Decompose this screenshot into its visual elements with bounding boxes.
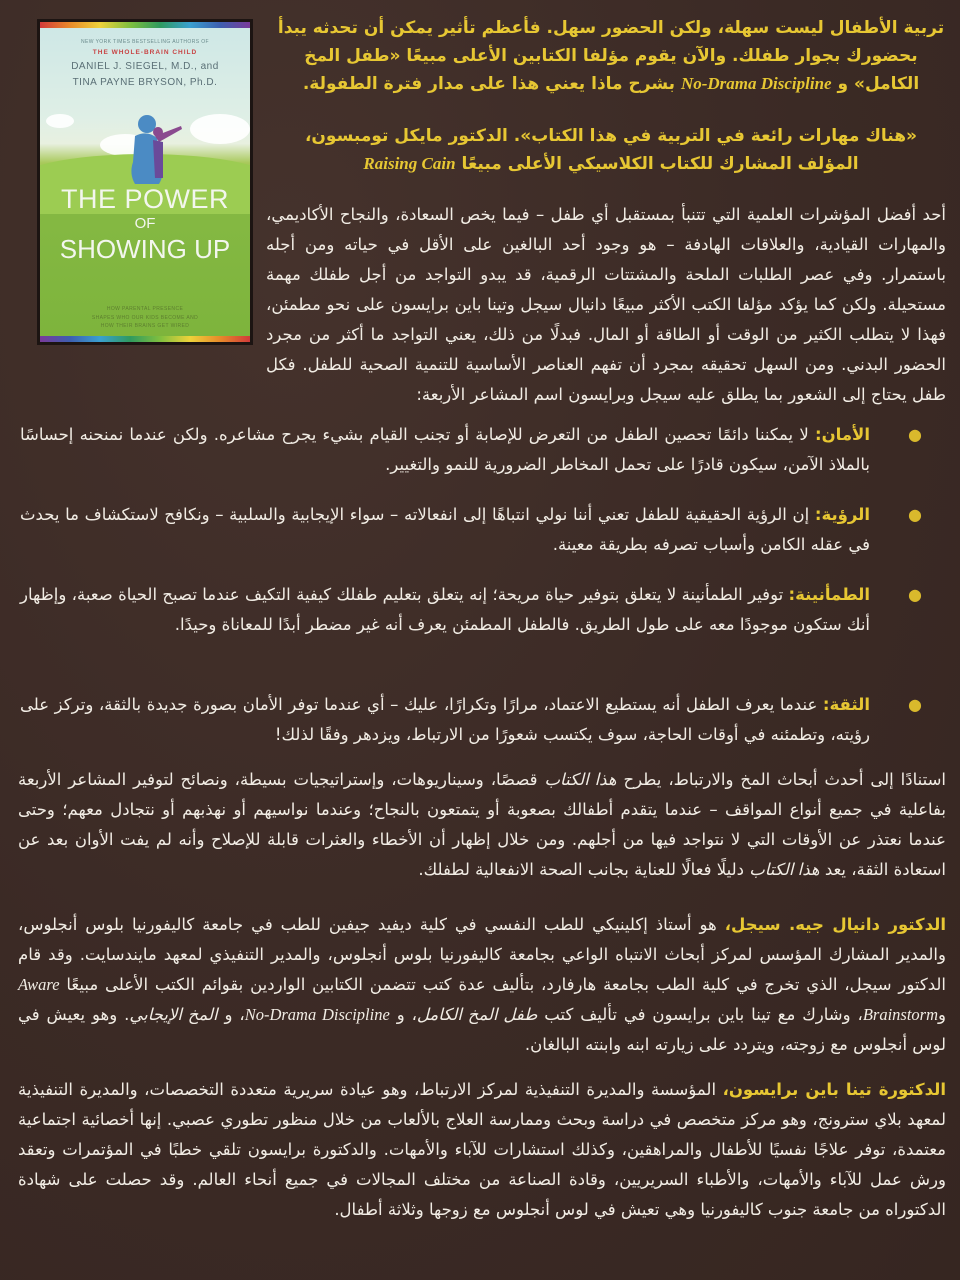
bullet-text: لا يمكننا دائمًا تحصين الطفل من التعرض للإصابة أو تجنب القيام بشيء يجرح مشاعره. ولكن عندما نمنحنه إحساسًا بالملاذ الآمن، سيكون قادرًا على تحمل المخاطر الضرورية للنمو والتغيير.	[20, 425, 870, 474]
intro-paragraph: أحد أفضل المؤشرات العلمية التي تتنبأ بمستقبل أي طفل – فيما يخص السعادة، والنجاح الأكاديمي، والمهارات القيادية، والعلاقات الهادفة – هو وجود أحد البالغين على الأقل في حياته ومن أجله باستمرار. وفي عصر الطلبات الملحة والمشتتات الرقمية، قد يبدو التواجد من أجل طفلك مهمة مستحيلة. ولكن كما يؤكد مؤلفا الكتب الأكثر مبيعًا دانيال سيجل وتينا باين برايسون على نحو مطمئن، فهذا لا يتطلب الكثير من الوقت أو الطاقة أو المال. فبدلًا من ذلك، يعني التواجد ما أكثر من مجرد الحضور البدني. ومن السهل تحقيقه بمجرد أن تفهم العناصر الأساسية للتنمية الصحية للطفل. فكل طفل يحتاج إلى الشعور بما يطلق عليه سيجل وبرايسون اسم المشاعر الأربعة:	[266, 205, 946, 404]
summary-emphasis: هذا الكتاب	[749, 860, 820, 879]
quote-text: «هناك مهارات رائعة في التربية في هذا الكتاب». الدكتور مايكل تومبسون، المؤلف المشارك للكتاب الكلاسيكي الأعلى مبيعًا	[304, 126, 918, 174]
book-title: Aware	[18, 975, 60, 994]
bio-text: ، و	[396, 1005, 417, 1024]
bullet-term: الأمان:	[814, 425, 871, 444]
book-title-no-drama: No-Drama Discipline	[680, 74, 832, 93]
blurb-intro	[276, 14, 946, 98]
bullet-dot-icon: ●	[908, 425, 922, 444]
bullet-safe	[20, 420, 922, 480]
blurb-intro-text: تربية الأطفال ليست سهلة، ولكن الحضور سهل. فأعظم تأثير يمكن أن تحدثه يبدأ بحضورك بجوار طفلك. والآن يقوم مؤلفا الكتابين الأعلى مبيعًا «طفل المخ الكامل» و	[277, 18, 945, 94]
cover-subtitle	[40, 305, 250, 331]
cover-subtitle-line: HOW THEIR BRAINS GET WIRED	[100, 323, 190, 329]
parent-child-silhouette-icon	[125, 112, 185, 190]
blurb-intro-tail: بشرح ماذا يعني هذا على مدار فترة الطفولة.	[302, 74, 676, 94]
cover-title-line2: OF	[134, 215, 156, 232]
bullet-secure	[20, 690, 922, 750]
cloud-icon	[190, 114, 250, 144]
bio-text: . وهو يعيش في لوس أنجلوس مع زوجته، ويتردد على زيارته ابنه وابنته البالغان.	[18, 1005, 946, 1054]
bullet-term: الرؤية:	[814, 505, 871, 524]
bullet-term: الثقة:	[822, 695, 870, 714]
cloud-icon	[46, 114, 74, 128]
bullet-dot-icon: ●	[908, 585, 922, 604]
book-title: طفل المخ الكامل	[416, 1005, 538, 1024]
bio-text: ، و	[224, 1005, 245, 1024]
cover-nyt-line: NEW YORK TIMES BESTSELLING AUTHORS OF	[81, 39, 209, 45]
summary-text: استنادًا إلى أحدث أبحاث المخ والارتباط، يطرح	[623, 770, 947, 789]
bio-text: ، وشارك مع تينا باين برايسون في تأليف كتب	[544, 1005, 863, 1024]
bio-text: و	[938, 1005, 946, 1024]
cover-series: THE WHOLE-BRAIN CHILD	[92, 49, 198, 56]
cover-subtitle-line: SHAPES WHO OUR KIDS BECOME AND	[91, 314, 199, 321]
cover-author-siegel: DANIEL J. SIEGEL, M.D., and	[71, 61, 219, 72]
bullet-seen	[20, 500, 922, 560]
bio-text: المؤسسة والمديرة التنفيذية لمركز الارتباط، وهو عيادة سريرية متعددة التخصصات، والمديرة التنفيذية لمعهد بلاي سترونج، وهو مركز متخصص في دراسة وبحث وممارسة العلاج بالألعاب من خلال منظور تطوري عصبي. إنها أخصائية اجتماعية معتمدة، توفر علاجًا نفسيًا للأطفال والمراهقين، وكذلك استشارات للآباء والأمهات. والدكتورة برايسون تلقي خطبًا في المؤتمرات وتعقد ورش عمل للآباء والأمهات، والأطباء السريريين، وقادة الصناعة من مختلف المجالات في جميع أنحاء العالم. وقد حصلت على شهادة الدكتوراه من جامعة جنوب كاليفورنيا وهي تعيش في لوس أنجلوس مع زوجها وثلاثة أطفال.	[18, 1080, 946, 1219]
cover-title	[40, 184, 250, 264]
rainbow-stripe-top	[40, 22, 250, 28]
summary-text: دليلًا فعالًا للعناية بجانب الصحة الانفعالية لطفلك.	[418, 860, 744, 879]
cover-title-line1: THE POWER	[60, 184, 229, 214]
bullet-text: إن الرؤية الحقيقية للطفل تعني أننا نولي انتباهًا إلى انفعالاته – سواء الإيجابية والسلبية – ونكافح لاستكشاف ما يحدث في عقله الكامن وأسباب تصرفه بطريقة معينة.	[20, 505, 870, 554]
cover-title-line3: SHOWING UP	[59, 234, 231, 264]
blurb-quote-thompson	[276, 122, 946, 178]
author-name-bryson: الدكتورة تينا باين برايسون،	[722, 1080, 947, 1099]
rainbow-stripe-bottom	[40, 336, 250, 342]
bio-bryson	[18, 1075, 946, 1225]
bio-siegel	[18, 910, 946, 1060]
bullet-text: عندما يعرف الطفل أنه يستطيع الاعتماد، مرارًا وتكرارًا، عليك – أي عندما توفر الأمان بصورة جديدة بالثقة، وتركز على رؤيته، وتطمئنه في أوقات الحاجة، سوف يكتسب شعورًا من الارتباط، ويزدهر وفقًا لذلك!	[20, 695, 870, 744]
bullet-dot-icon: ●	[908, 695, 922, 714]
book-cover-image	[37, 19, 253, 345]
bio-text: هو أستاذ إكلينيكي للطب النفسي في كلية ديفيد جيفين للطب في جامعة كاليفورنيا بلوس أنجلوس، والمدير المشارك المؤسس لمركز أبحاث الانتباه الواعي بجامعة كاليفورنيا بلوس أنجلوس، والمدير التنفيذي لمعهد مايندسايت. وقد قام الدكتور سيجل، الذي تخرج في كلية الطب بجامعة هارفارد، بتأليف عدة كتب تتضمن الكتابين الواردين بقوائم الكتب الأعلى مبيعًا	[18, 915, 947, 994]
bullet-term: الطمأنينة:	[788, 585, 870, 604]
summary-text: قصصًا، وسيناريوهات، وإستراتيجيات بسيطة، ونصائح لتوفير المشاعر الأربعة بفاعلية في جميع أنواع المواقف – عندما يتقدم أطفالك بصعوبة أو يتمتعون بالنجاح؛ وعندما نواسيهم أو نهذبهم أو نتجادل معهم؛ وحتى عندما نعتذر عن الأوقات التي لا نتواجد فيها من أجلهم. ومن خلال إظهار أن الأخطاء والعثرات قابلة للإصلاح وأنه لم يفت الأوان بعد عن استعادة الثقة، يعد	[18, 770, 946, 879]
summary-emphasis: هذا الكتاب	[544, 770, 617, 789]
summary-paragraph	[18, 765, 946, 885]
bullet-text: توفير الطمأنينة لا يتعلق بتوفير حياة مريحة؛ إنه يتعلق بتعليم طفلك كيفية التكيف عندما تصبح الحياة صعبة، وإظهار أنك ستكون موجودًا معه على طول الطريق. فالطفل المطمئن يعرف أنه غير مضطر أبدًا للمعاناة وحيدًا.	[20, 585, 870, 634]
author-name-siegel: الدكتور دانيال جيه. سيجل،	[724, 915, 946, 934]
cover-author-bryson: TINA PAYNE BRYSON, Ph.D.	[72, 77, 218, 88]
book-title: المخ الإيجابي	[129, 1005, 218, 1024]
cover-subtitle-line: HOW PARENTAL PRESENCE	[106, 306, 184, 312]
bullet-soothed	[20, 580, 922, 640]
book-title: No-Drama Discipline	[244, 1005, 390, 1024]
book-title: Brainstorm	[862, 1005, 938, 1024]
bullet-dot-icon: ●	[908, 505, 922, 524]
book-title-raising-cain: Raising Cain	[363, 154, 456, 173]
